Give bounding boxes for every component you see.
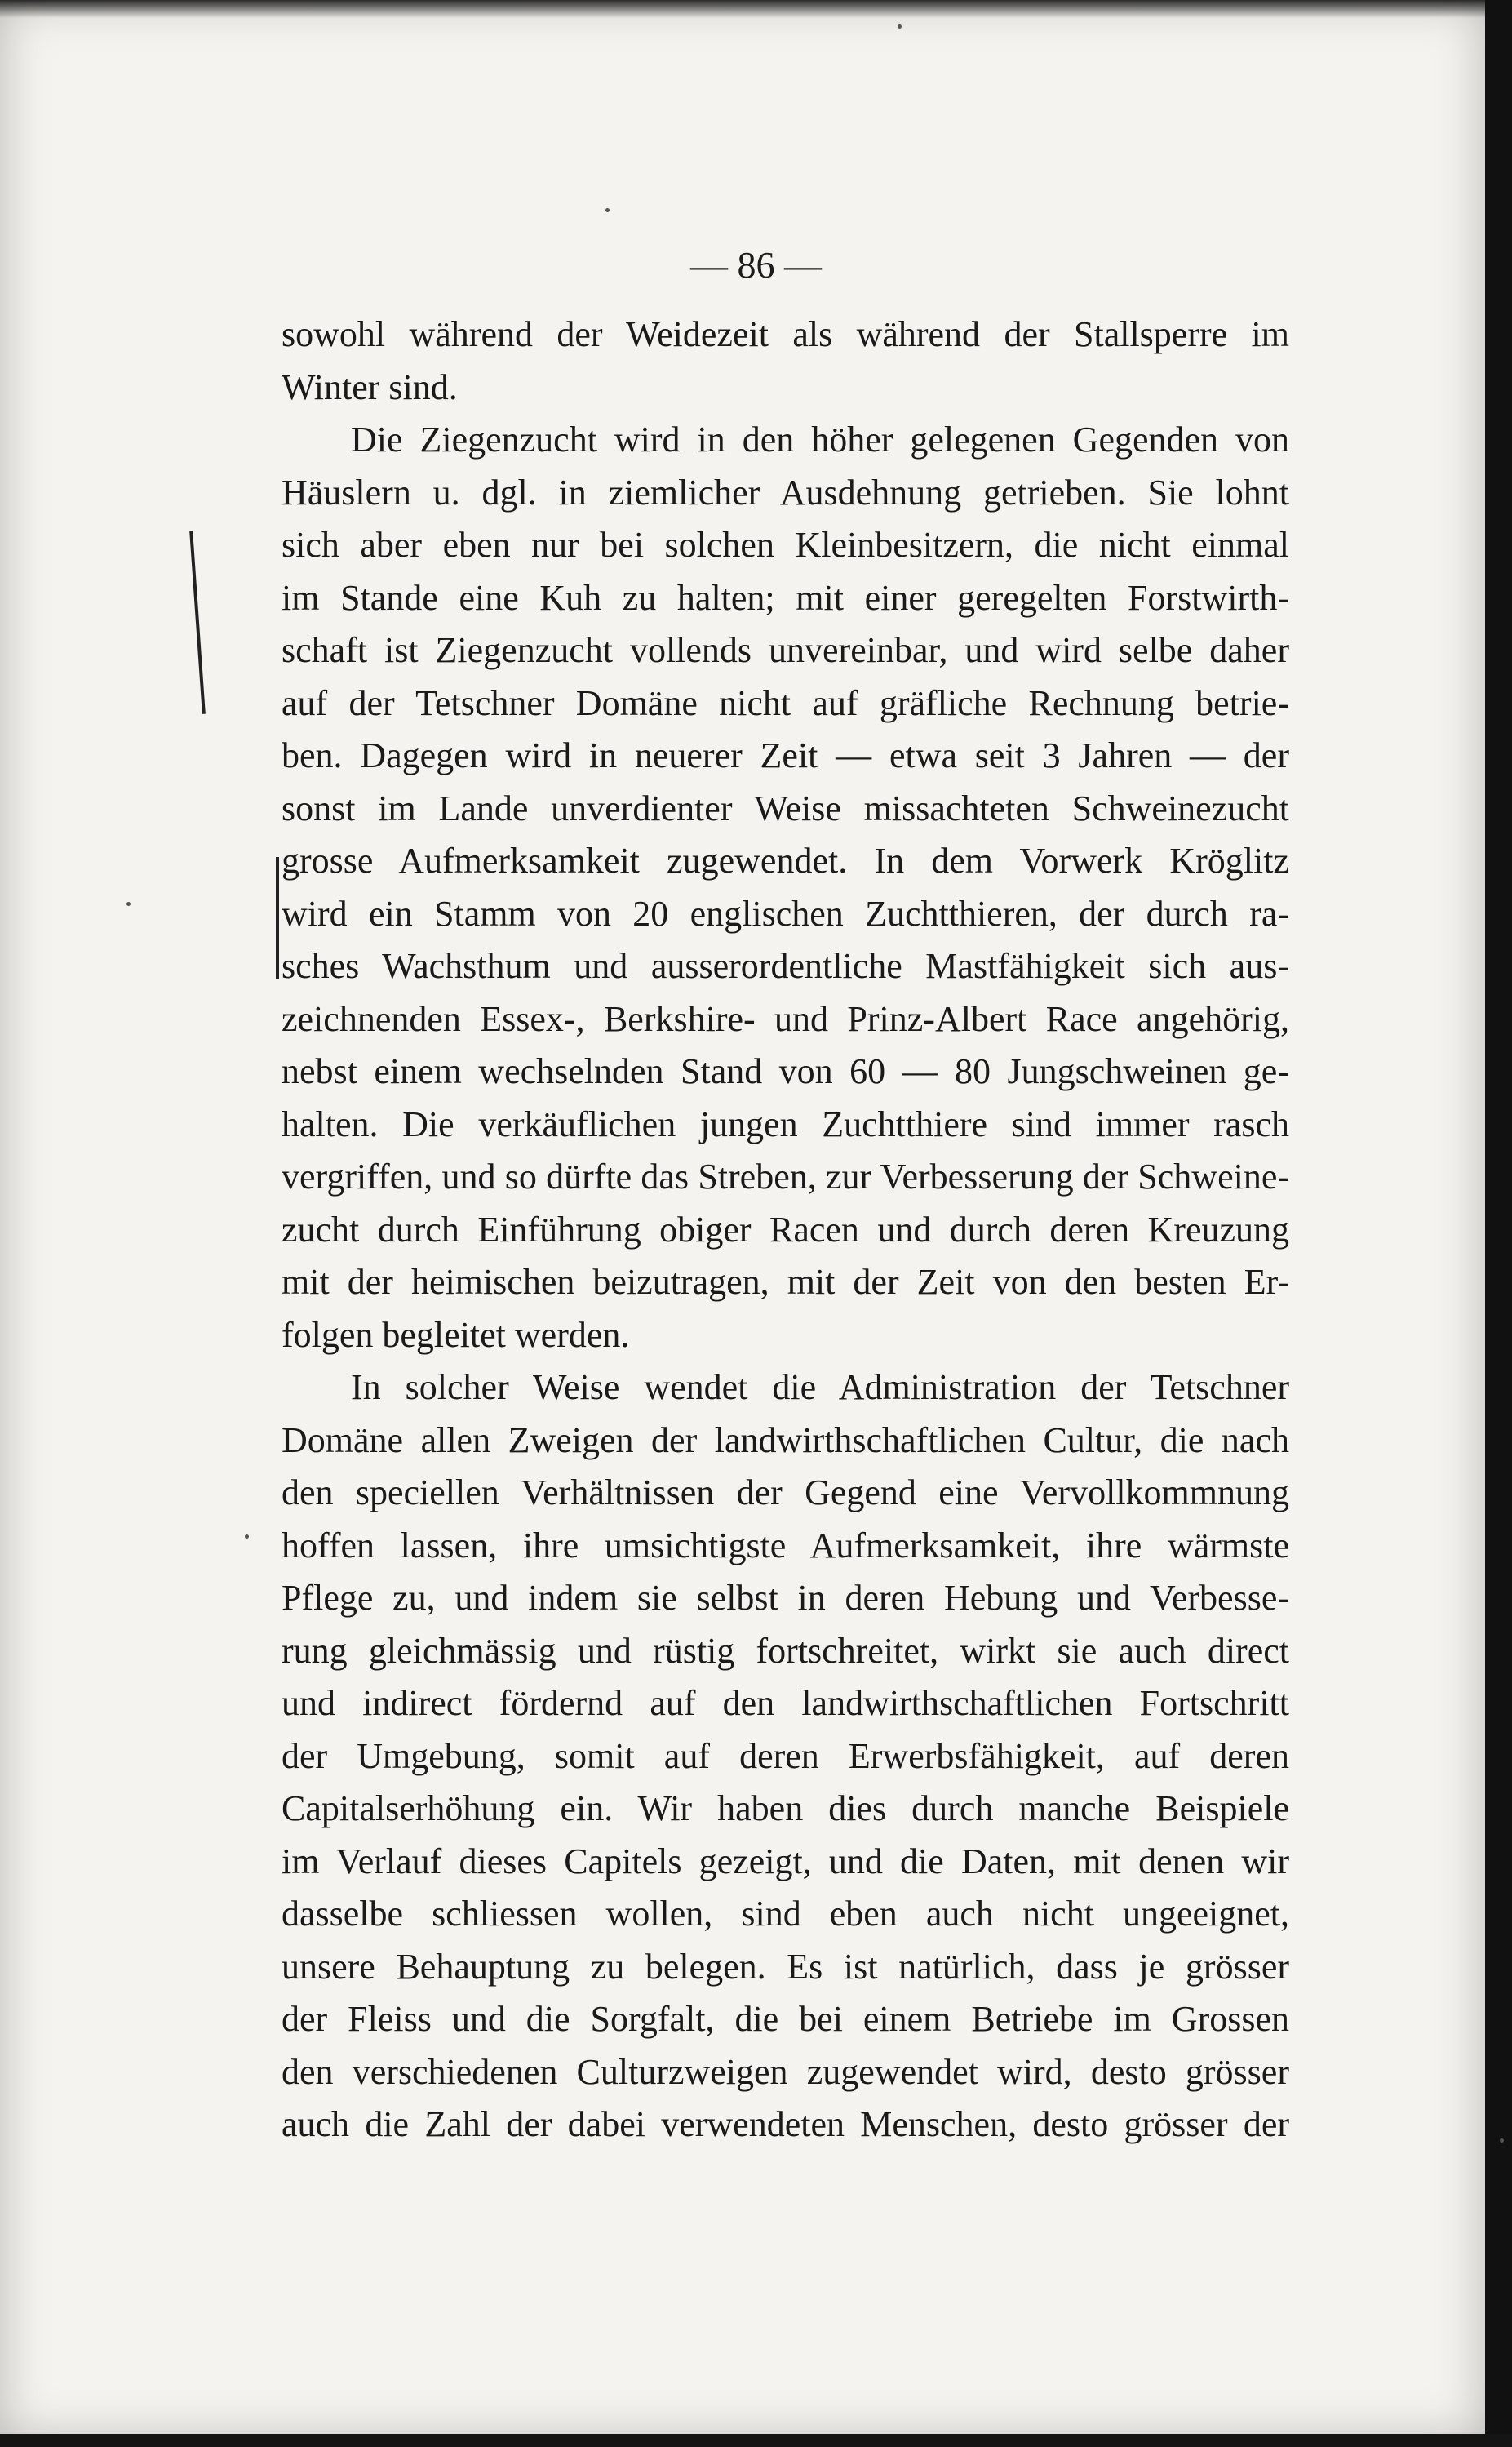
text-line: rung gleichmässig und rüstig fortschreitet, wirkt sie auch direct xyxy=(282,1630,1289,1671)
text-line: schaft ist Ziegenzucht vollends unvereinbar, und wird selbe daher xyxy=(282,630,1289,670)
text-line: den verschiedenen Culturzweigen zugewendet wird, desto grösser xyxy=(282,2051,1289,2092)
text-line: wird ein Stamm von 20 englischen Zuchtthieren, der durch ra- xyxy=(282,893,1289,934)
text-line: sowohl während der Weidezeit als während der Stallsperre im xyxy=(282,314,1289,354)
text-line: ben. Dagegen wird in neuerer Zeit — etwa seit 3 Jahren — der xyxy=(282,735,1289,775)
text-line: Capitalserhöhung ein. Wir haben dies durch manche Beispiele xyxy=(282,1788,1289,1828)
text-line: halten. Die verkäuflichen jungen Zuchtthiere sind immer rasch xyxy=(282,1104,1289,1144)
text-line: auch die Zahl der dabei verwendeten Menschen, desto grösser der xyxy=(282,2104,1289,2144)
text-line: Domäne allen Zweigen der landwirthschaftlichen Cultur, die nach xyxy=(282,1419,1289,1460)
text-line: Die Ziegenzucht wird in den höher gelegenen Gegenden von xyxy=(351,420,1289,460)
text-line: auf der Tetschner Domäne nicht auf gräfliche Rechnung betrie- xyxy=(282,682,1289,723)
text-line: nebst einem wechselnden Stand von 60 — 80 Jungschweinen ge- xyxy=(282,1051,1289,1091)
text-line: im Stande eine Kuh zu halten; mit einer geregelten Forstwirth- xyxy=(282,577,1289,618)
page-number: — 86 — xyxy=(690,244,822,286)
text-line: der Umgebung, somit auf deren Erwerbsfähigkeit, auf deren xyxy=(282,1735,1289,1776)
text-line: Häuslern u. dgl. in ziemlicher Ausdehnung getrieben. Sie lohnt xyxy=(282,472,1289,513)
text-line: mit der heimischen beizutragen, mit der Zeit von den besten Er- xyxy=(282,1262,1289,1302)
margin-bracket-mark xyxy=(276,857,279,979)
scan-speck xyxy=(245,1534,249,1539)
text-line: folgen begleitet werden. xyxy=(282,1314,630,1355)
scan-speck xyxy=(1500,2138,1504,2143)
text-line: sches Wachsthum und ausserordentliche Mastfähigkeit sich aus- xyxy=(282,946,1289,986)
scan-speck xyxy=(898,24,902,29)
text-line: unsere Behauptung zu belegen. Es ist natürlich, dass je grösser xyxy=(282,1946,1289,1987)
text-line: sich aber eben nur bei solchen Kleinbesitzern, die nicht einmal xyxy=(282,525,1289,565)
scan-speck xyxy=(126,902,131,906)
text-line: und indirect fördernd auf den landwirthschaftlichen Fortschritt xyxy=(282,1683,1289,1723)
text-line: vergriffen, und so dürfte das Streben, zur Verbesserung der Schweine- xyxy=(282,1157,1289,1197)
text-line: hoffen lassen, ihre umsichtigste Aufmerksamkeit, ihre wärmste xyxy=(282,1525,1289,1565)
scan-edge-top xyxy=(0,0,1512,18)
text-line: Pflege zu, und indem sie selbst in deren Hebung und Verbesse- xyxy=(282,1578,1289,1618)
text-line: In solcher Weise wendet die Administration der Tetschner xyxy=(351,1367,1289,1407)
text-line: dasselbe schliessen wollen, sind eben auch nicht ungeeignet, xyxy=(282,1894,1289,1934)
text-line: grosse Aufmerksamkeit zugewendet. In dem Vorwerk Kröglitz xyxy=(282,841,1289,881)
scan-edge-bottom xyxy=(0,2434,1512,2447)
text-line: der Fleiss und die Sorgfalt, die bei einem Betriebe im Grossen xyxy=(282,1999,1289,2039)
scan-speck xyxy=(605,208,610,212)
scan-edge-right xyxy=(1485,0,1512,2447)
text-line: im Verlauf dieses Capitels gezeigt, und die Daten, mit denen wir xyxy=(282,1841,1289,1881)
text-line: zeichnenden Essex-, Berkshire- und Prinz-Albert Race angehörig, xyxy=(282,998,1289,1039)
text-line: den speciellen Verhältnissen der Gegend eine Vervollkommnung xyxy=(282,1472,1289,1512)
body-text xyxy=(282,309,1289,2152)
text-line: Winter sind. xyxy=(282,366,458,407)
text-line: sonst im Lande unverdienter Weise missachteten Schweinezucht xyxy=(282,788,1289,828)
text-line: zucht durch Einführung obiger Racen und durch deren Kreuzung xyxy=(282,1209,1289,1250)
